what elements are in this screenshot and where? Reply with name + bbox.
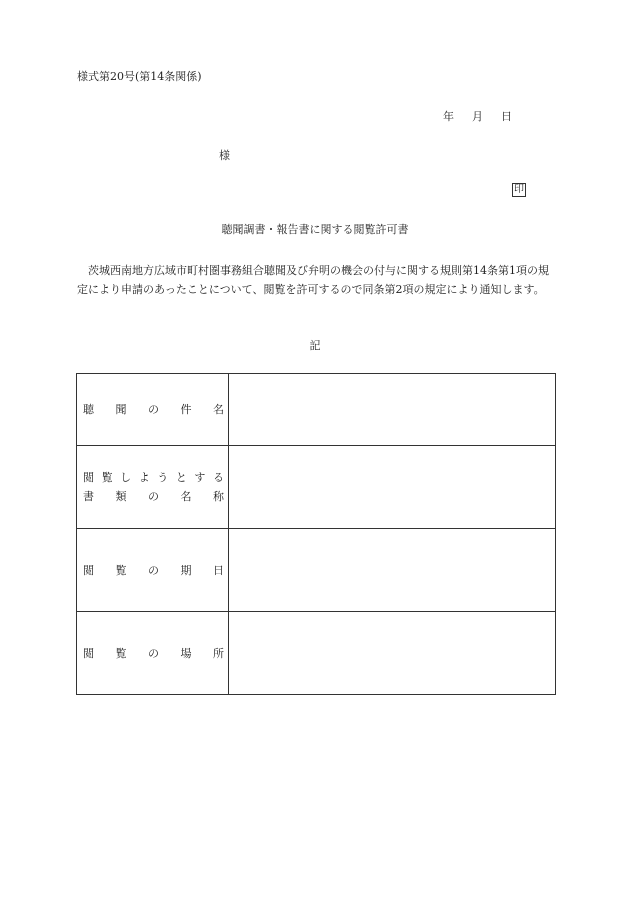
label-char: 書 xyxy=(83,490,94,503)
label-char: と xyxy=(175,471,187,484)
body-line-2: 項の規定により申請のあったことについて、閲覧を許可するので同条第2項の規定により通 xyxy=(77,264,549,296)
label-char: す xyxy=(194,471,206,484)
hearing-case-name-label xyxy=(77,374,229,446)
date-year: 年 xyxy=(443,110,454,123)
details-table-body xyxy=(77,374,556,695)
body-line-3: 知します。 xyxy=(490,283,545,296)
date-day: 日 xyxy=(501,110,512,123)
table-row xyxy=(77,612,556,695)
label-char: 閲 xyxy=(83,563,94,577)
seal-mark: 印 xyxy=(514,184,524,195)
table-row xyxy=(77,529,556,612)
table-row xyxy=(77,374,556,446)
label-char: 称 xyxy=(213,490,224,503)
document-title: 聴聞調書・報告書に関する閲覧許可書 xyxy=(221,223,409,236)
label-line xyxy=(83,468,224,487)
label-char: し xyxy=(120,471,132,484)
date-month: 月 xyxy=(472,110,483,123)
label-char: 覧 xyxy=(115,563,127,577)
label-char: 名 xyxy=(213,403,224,416)
date-line xyxy=(443,108,512,124)
label-char: の xyxy=(148,563,159,577)
label-char: の xyxy=(148,490,159,503)
label-char: 覧 xyxy=(115,646,127,660)
label-char: 閲 xyxy=(83,646,94,660)
label-char: 所 xyxy=(213,646,224,660)
form-number: 様式第20号(第14条関係) xyxy=(77,70,202,83)
label-char: の xyxy=(148,403,159,416)
label-char: 名 xyxy=(180,490,192,503)
label-char: 日 xyxy=(213,563,224,577)
label-char: 件 xyxy=(180,403,192,416)
label-line xyxy=(83,561,224,580)
ki-heading: 記 xyxy=(309,339,321,352)
viewing-date-label xyxy=(77,529,229,612)
viewing-date-value[interactable] xyxy=(229,529,556,612)
viewing-place-label xyxy=(77,612,229,695)
label-char: の xyxy=(148,646,159,660)
label-char: う xyxy=(157,471,169,484)
label-char: 聞 xyxy=(115,403,127,416)
label-char: 閲 xyxy=(83,471,94,484)
label-char: 覧 xyxy=(101,471,113,484)
details-table xyxy=(76,373,556,695)
label-char: 聴 xyxy=(83,403,94,416)
table-row xyxy=(77,446,556,529)
hearing-case-name-value[interactable] xyxy=(229,374,556,446)
label-char: よ xyxy=(138,471,150,484)
label-char: 期 xyxy=(180,563,192,577)
body-line-1: 茨城西南地方広域市町村圏事務組合聴聞及び弁明の機会の付与に関する規則第14条第1 xyxy=(88,264,516,277)
documents-to-view-label xyxy=(77,446,229,529)
body-paragraph xyxy=(77,261,555,299)
addressee-suffix: 様 xyxy=(219,149,230,162)
label-char: る xyxy=(212,471,224,484)
label-char: 類 xyxy=(115,490,127,503)
label-line xyxy=(83,400,224,419)
viewing-place-value[interactable] xyxy=(229,612,556,695)
label-line xyxy=(83,487,224,506)
label-char: 場 xyxy=(180,646,192,660)
label-line xyxy=(83,644,224,663)
documents-to-view-value[interactable] xyxy=(229,446,556,529)
